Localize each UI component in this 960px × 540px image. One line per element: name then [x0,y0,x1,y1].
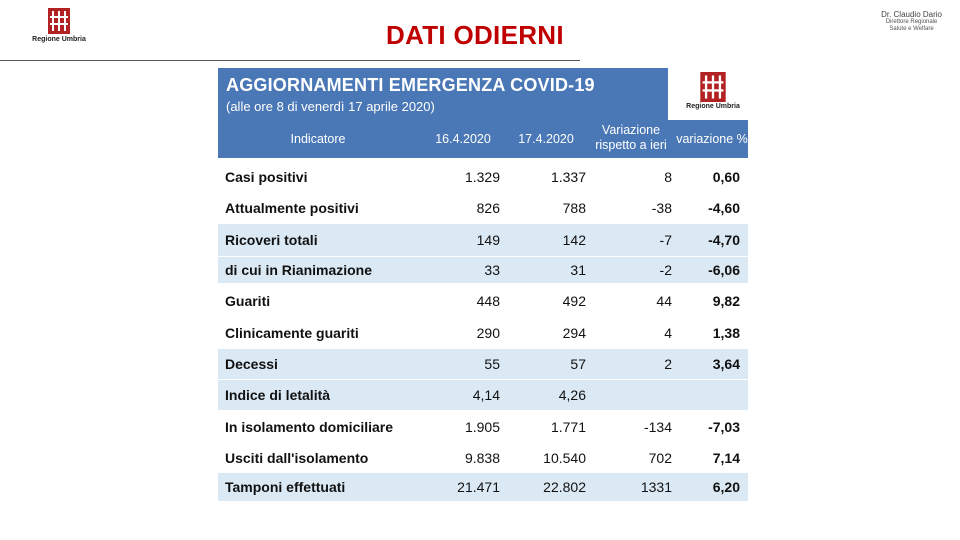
table-row [218,286,748,316]
table-row [218,443,748,473]
row-value-date1: 55 [484,356,500,372]
header-divider [0,60,580,61]
table-row [218,412,748,442]
row-variation: -2 [659,262,672,278]
row-label: Guariti [225,293,271,309]
covid-update-table [218,68,756,500]
row-label: di cui in Rianimazione [225,262,373,278]
row-value-date2: 31 [570,262,586,278]
row-value-date1: 1.329 [464,169,500,185]
row-variation: -7 [659,232,672,248]
row-variation: 2 [664,356,672,372]
row-variation: 1331 [640,479,672,495]
row-label: Attualmente positivi [225,200,359,216]
table-row [218,257,748,283]
table-row [218,162,748,192]
banner-logo-text: Regione Umbria [686,103,740,110]
row-value-date2: 142 [562,232,586,248]
header-variation-line2: rispetto a ieri [595,138,667,152]
row-variation: -134 [643,419,672,435]
table-row [218,224,748,256]
row-variation-pct: -4,60 [708,200,740,216]
row-label: Decessi [225,356,278,372]
row-variation-pct: -6,06 [708,262,740,278]
row-variation-pct: 3,64 [712,356,740,372]
row-variation: 44 [656,293,672,309]
author-block [881,10,942,33]
region-logo-text: Regione Umbria [32,36,86,43]
row-value-date2: 1.337 [550,169,586,185]
author-role-2: Salute e Welfare [889,26,934,33]
row-value-date1: 1.905 [464,419,500,435]
row-value-date1: 21.471 [457,479,500,495]
table-row [218,193,748,223]
page-title: DATI ODIERNI [386,20,564,50]
row-value-date2: 22.802 [543,479,586,495]
table-row [218,349,748,379]
row-value-date2: 1.771 [550,419,586,435]
table-banner [218,68,668,120]
row-value-date1: 9.838 [464,450,500,466]
banner-title: AGGIORNAMENTI EMERGENZA COVID-19 [226,75,595,95]
row-variation-pct: 0,60 [712,169,740,185]
row-value-date2: 492 [562,293,586,309]
row-variation-pct: -7,03 [708,419,740,435]
region-emblem-icon [700,72,726,102]
row-variation-pct: -4,70 [708,232,740,248]
row-label: Tamponi effettuati [225,479,346,495]
header-indicator: Indicatore [290,132,346,146]
table-row [218,318,748,348]
author-name: Dr. Claudio Dario [881,10,942,19]
table-header-row [218,120,748,158]
row-label: Ricoveri totali [225,232,318,248]
table-row [218,380,748,410]
row-variation: 702 [648,450,672,466]
row-label: In isolamento domiciliare [225,419,394,435]
row-value-date2: 788 [562,200,586,216]
row-value-date1: 290 [476,325,500,341]
row-value-date1: 4,14 [472,387,500,403]
row-label: Casi positivi [225,169,308,185]
row-value-date2: 57 [570,356,586,372]
row-variation: 4 [664,325,672,341]
row-value-date2: 294 [562,325,586,341]
header-date1: 16.4.2020 [435,132,491,146]
header-variation-line1: Variazione [601,123,661,137]
row-label: Clinicamente guariti [225,325,359,341]
row-value-date1: 448 [476,293,500,309]
banner-subtitle: (alle ore 8 di venerdì 17 aprile 2020) [226,99,435,114]
row-label: Indice di letalità [225,387,331,403]
author-role-1: Direttore Regionale [885,19,938,26]
row-value-date2: 10.540 [543,450,586,466]
header-variation-pct: variazione % [676,132,748,146]
banner-logo [670,68,756,120]
row-variation: 8 [664,169,672,185]
row-value-date2: 4,26 [558,387,586,403]
table-row [218,473,748,501]
row-value-date1: 33 [484,262,500,278]
row-variation-pct: 7,14 [712,450,740,466]
region-emblem-icon [48,8,70,34]
header-variation [586,123,676,153]
header-date2: 17.4.2020 [518,132,574,146]
row-label: Usciti dall'isolamento [225,450,369,466]
row-value-date1: 149 [476,232,500,248]
row-variation-pct: 6,20 [712,479,740,495]
row-value-date1: 826 [476,200,500,216]
row-variation-pct: 1,38 [712,325,740,341]
row-variation-pct: 9,82 [712,293,740,309]
region-logo [24,8,94,50]
row-variation: -38 [651,200,672,216]
